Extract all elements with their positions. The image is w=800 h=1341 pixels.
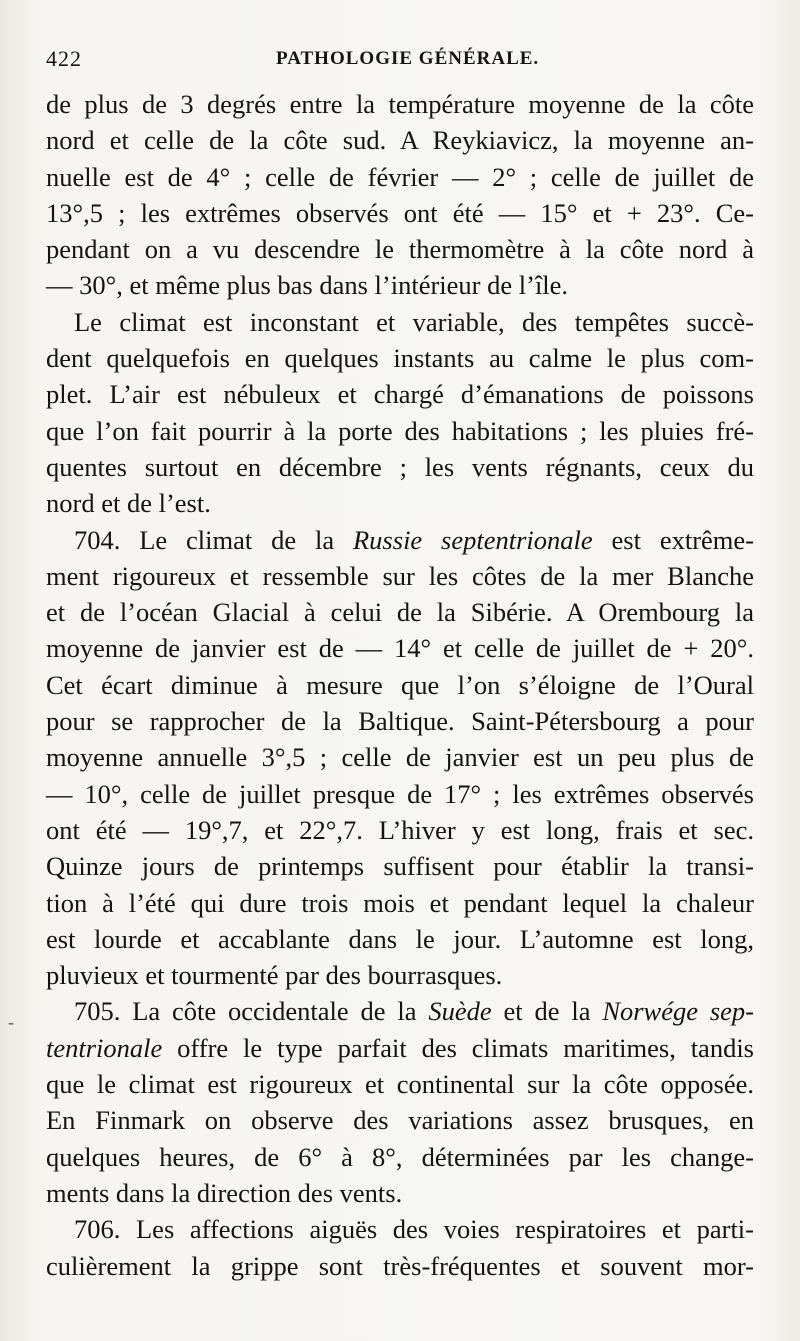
text-segment: et de l’océan Glacial à celui de la Sibérie. A Orembourg la (46, 597, 754, 628)
text-segment: de plus de 3 degrés entre la température moyenne de la côte (46, 89, 754, 119)
text-line (46, 304, 754, 340)
text-segment: ments dans la direction des vents. (46, 1177, 403, 1208)
text-segment: 706. Les affections aiguës des voies respiratoires et parti- (74, 1214, 754, 1245)
italic-text: tentrionale (46, 1032, 163, 1063)
text-line (46, 485, 754, 521)
text-line (46, 86, 754, 122)
text-segment: 704. Le climat de la (74, 524, 353, 555)
text-segment: nuelle est de 4° ; celle de février — 2° ; celle de juillet de (46, 161, 754, 192)
margin-mark: - (8, 1012, 14, 1032)
text-line (46, 1248, 754, 1284)
text-line (46, 122, 754, 158)
page-number: 422 (46, 46, 82, 71)
text-line (46, 993, 754, 1029)
text-segment: ont été — 19°,7, et 22°,7. L’hiver y est long, frais et sec. (46, 814, 754, 845)
text-segment: plet. L’air est nébuleux et chargé d’émanations de poissons (46, 379, 754, 410)
text-segment: Cet écart diminue à mesure que l’on s’éloigne de l’Oural (46, 669, 754, 700)
text-line (46, 1175, 754, 1211)
text-segment: 705. La côte occidentale de la (74, 996, 429, 1027)
text-segment: — 10°, celle de juillet presque de 17° ; les extrêmes observés (46, 778, 754, 809)
text-segment: pour se rapprocher de la Baltique. Saint-Pétersbourg a pour (46, 706, 754, 737)
text-line (46, 449, 754, 485)
text-line (46, 739, 754, 775)
text-line (46, 195, 754, 231)
text-segment: nord et celle de la côte sud. A Reykiavicz, la moyenne an- (46, 125, 754, 156)
text-line (46, 776, 754, 812)
text-line (46, 413, 754, 449)
text-line (46, 159, 754, 195)
text-line (46, 558, 754, 594)
text-segment: moyenne de janvier est de — 14° et celle de juillet de + 20°. (46, 633, 754, 664)
text-line (46, 630, 754, 666)
text-segment: 13°,5 ; les extrêmes observés ont été — 15° et + 23°. Ce- (46, 197, 754, 228)
text-line (46, 1139, 754, 1175)
italic-text: Norwége sep- (602, 996, 755, 1027)
text-line (46, 1211, 754, 1247)
text-segment: nord et de l’est. (46, 488, 211, 519)
text-segment: tion à l’été qui dure trois mois et pendant lequel la chaleur (46, 887, 754, 918)
text-segment: offre le type parfait des climats maritimes, tandis (162, 1032, 754, 1063)
text-segment: est extrême- (592, 524, 754, 555)
text-segment: que le climat est rigoureux et continental sur la côte opposée. (46, 1069, 754, 1100)
text-line (46, 957, 754, 993)
text-line (46, 231, 754, 267)
text-line (46, 848, 754, 884)
text-segment: — 30°, et même plus bas dans l’intérieur de l’île. (46, 270, 569, 301)
text-segment: pendant on a vu descendre le thermomètre à la côte nord à (46, 234, 754, 265)
text-segment: pluvieux et tourmenté par des bourrasques. (46, 960, 503, 991)
text-segment: dent quelquefois en quelques instants au calme le plus com- (46, 343, 754, 374)
body-text (46, 86, 754, 1284)
text-line (46, 921, 754, 957)
page-header (46, 44, 746, 74)
text-line (46, 267, 754, 303)
text-segment: moyenne annuelle 3°,5 ; celle de janvier est un peu plus de (46, 742, 754, 773)
text-line (46, 703, 754, 739)
text-segment: que l’on fait pourrir à la porte des habitations ; les pluies fré- (46, 415, 754, 446)
italic-text: Suède (428, 996, 492, 1027)
text-line (46, 1030, 754, 1066)
text-line (46, 594, 754, 630)
text-segment: En Finmark on observe des variations assez brusques, en (46, 1105, 754, 1136)
running-title: PATHOLOGIE GÉNÉRALE. (276, 48, 540, 69)
text-segment: ment rigoureux et ressemble sur les côtes de la mer Blanche (46, 560, 754, 591)
text-segment: Quinze jours de printemps suffisent pour établir la transi- (46, 851, 754, 882)
italic-text: Russie septentrionale (353, 524, 593, 555)
text-line (46, 1102, 754, 1138)
text-line (46, 1066, 754, 1102)
text-line (46, 522, 754, 558)
text-line (46, 376, 754, 412)
text-segment: est lourde et accablante dans le jour. L’automne est long, (46, 923, 754, 954)
text-line (46, 885, 754, 921)
text-line (46, 812, 754, 848)
text-segment: et de la (491, 996, 603, 1027)
text-segment: culièrement la grippe sont très-fréquentes et souvent mor- (46, 1250, 754, 1281)
text-line (46, 667, 754, 703)
text-segment: Le climat est inconstant et variable, des tempêtes succè- (74, 306, 754, 337)
text-segment: quelques heures, de 6° à 8°, déterminées par les change- (46, 1141, 754, 1172)
text-segment: quentes surtout en décembre ; les vents régnants, ceux du (46, 451, 754, 482)
text-line (46, 340, 754, 376)
